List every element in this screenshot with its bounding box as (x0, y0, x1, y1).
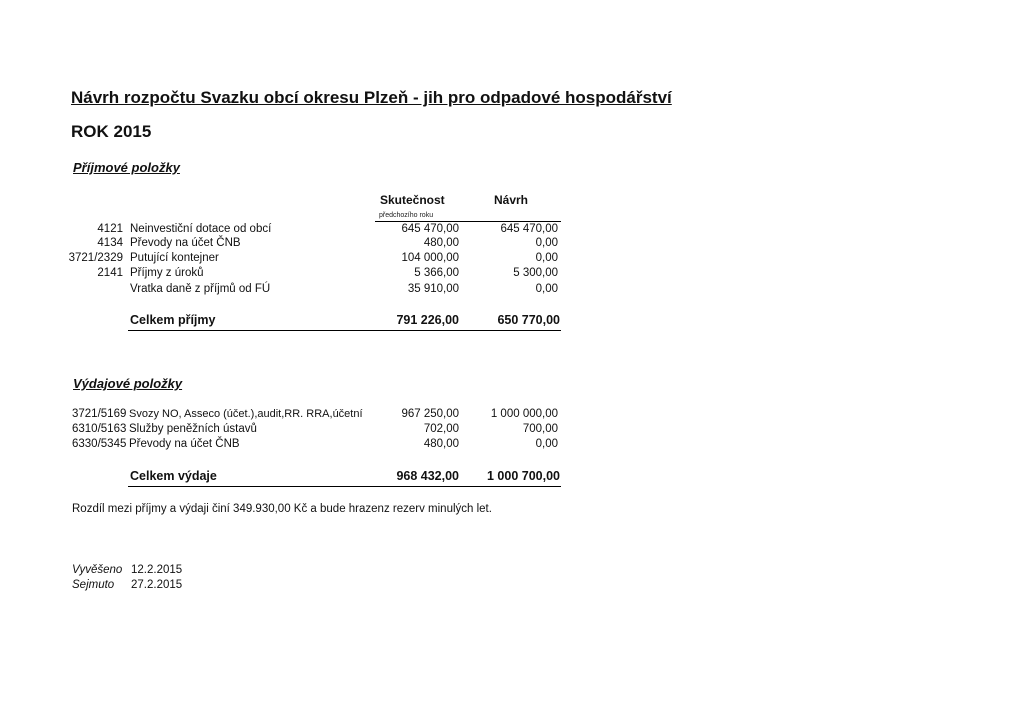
row-actual: 5 366,00 (414, 267, 459, 279)
expenses-total-rule (128, 486, 561, 487)
document-title: Návrh rozpočtu Svazku obcí okresu Plzeň - jih pro odpadové hospodářství (71, 88, 672, 107)
header-rule (375, 221, 561, 222)
row-code: 3721/2329 (68, 252, 123, 264)
row-code: 4134 (97, 237, 123, 249)
income-total-actual: 791 226,00 (396, 313, 459, 327)
row-label: Putující kontejner (130, 252, 219, 264)
row-label: Vratka daně z příjmů od FÚ (130, 283, 271, 295)
row-actual: 480,00 (423, 237, 459, 249)
row-proposal: 0,00 (535, 237, 558, 249)
row-actual: 480,00 (423, 438, 459, 450)
removed-date: 27.2.2015 (131, 579, 183, 591)
removed-label: Sejmuto (72, 579, 115, 591)
col-actual-header: Skutečnost (380, 193, 445, 207)
row-label: Převody na účet ČNB (130, 237, 241, 249)
row-label: Převody na účet ČNB (129, 438, 240, 450)
row-code: 3721/5169 (72, 408, 127, 420)
row-proposal: 645 470,00 (500, 223, 558, 235)
posted-date: 12.2.2015 (131, 564, 183, 576)
row-code: 6330/5345 (72, 438, 127, 450)
row-actual: 702,00 (423, 423, 459, 435)
income-total-label: Celkem příjmy (130, 313, 216, 327)
row-proposal: 0,00 (535, 438, 558, 450)
row-label: Svozy NO, Asseco (účet.),audit,RR. RRA,účetní (129, 408, 363, 420)
expenses-total-actual: 968 432,00 (396, 469, 459, 483)
row-actual: 967 250,00 (401, 408, 459, 420)
income-total-rule (128, 330, 561, 331)
row-proposal: 0,00 (535, 283, 558, 295)
posted-label: Vyvěšeno (72, 564, 123, 576)
col-proposal-header: Návrh (494, 193, 529, 207)
expenses-total-label: Celkem výdaje (130, 469, 217, 483)
row-proposal: 0,00 (535, 252, 558, 264)
row-code: 6310/5163 (72, 423, 127, 435)
row-code: 2141 (97, 267, 123, 279)
row-label: Služby peněžních ústavů (129, 423, 257, 435)
budget-year: ROK 2015 (71, 122, 152, 141)
row-label: Neinvestiční dotace od obcí (130, 223, 272, 235)
expenses-heading: Výdajové položky (73, 376, 183, 391)
income-total-proposal: 650 770,00 (497, 313, 560, 327)
row-actual: 35 910,00 (407, 283, 459, 295)
row-actual: 104 000,00 (401, 252, 459, 264)
row-label: Příjmy z úroků (130, 267, 204, 279)
row-proposal: 5 300,00 (513, 267, 558, 279)
expenses-total-proposal: 1 000 700,00 (487, 469, 560, 483)
row-code: 4121 (97, 223, 123, 235)
row-proposal: 1 000 000,00 (490, 408, 558, 420)
difference-note: Rozdíl mezi příjmy a výdaji činí 349.930,00 Kč a bude hrazenz rezerv minulých let. (72, 503, 492, 515)
row-actual: 645 470,00 (401, 223, 459, 235)
col-actual-subheader: předchozího roku (379, 212, 434, 219)
row-proposal: 700,00 (522, 423, 558, 435)
income-heading: Příjmové položky (73, 160, 180, 175)
